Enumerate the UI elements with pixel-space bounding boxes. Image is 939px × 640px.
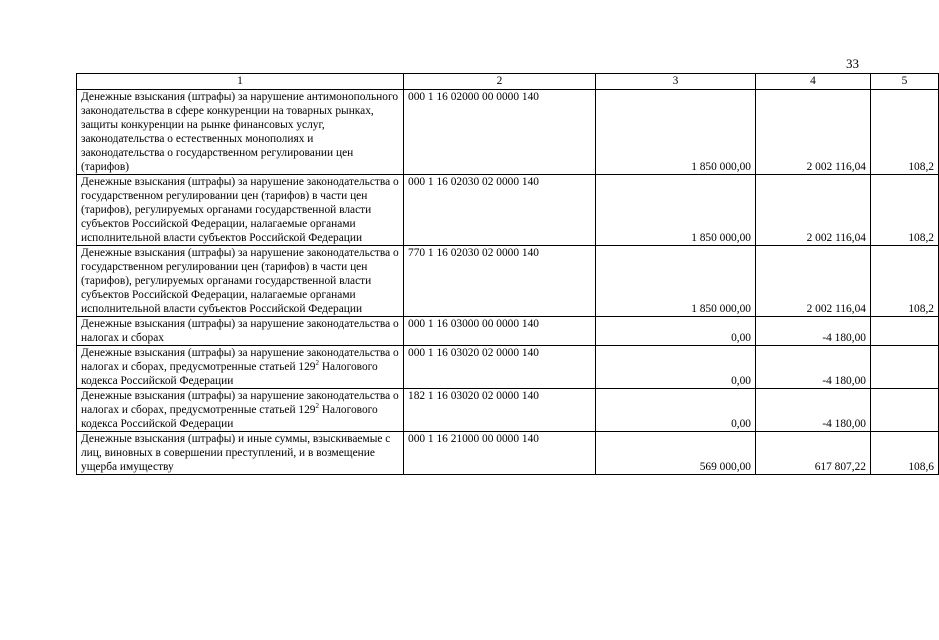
row-code: 000 1 16 03000 00 0000 140	[404, 317, 596, 346]
row-plan-value: 0,00	[596, 346, 756, 389]
table-row	[77, 246, 939, 317]
row-percent	[871, 389, 939, 432]
row-plan-value: 1 850 000,00	[596, 246, 756, 317]
row-actual-value: 2 002 116,04	[756, 90, 871, 175]
row-description: Денежные взыскания (штрафы) за нарушение законодательства о налогах и сборах	[77, 317, 404, 346]
row-description-text-end: Налогового кодекса Российской Федерации	[81, 361, 378, 387]
column-header: 4	[756, 74, 871, 90]
row-description-text: Денежные взыскания (штрафы) за нарушение законодательства о налогах и сборах, предусмотренные статьей 129	[81, 390, 399, 416]
page-number: 33	[846, 56, 859, 71]
article-superscript: 2	[315, 359, 319, 368]
column-header: 1	[77, 74, 404, 90]
row-percent: 108,2	[871, 175, 939, 246]
table-row	[77, 389, 939, 432]
column-header: 5	[871, 74, 939, 90]
row-percent: 108,2	[871, 246, 939, 317]
row-plan-value: 569 000,00	[596, 432, 756, 475]
row-code: 000 1 16 02030 02 0000 140	[404, 175, 596, 246]
row-plan-value: 1 850 000,00	[596, 175, 756, 246]
row-plan-value: 0,00	[596, 317, 756, 346]
article-superscript: 2	[315, 402, 319, 411]
table-row	[77, 346, 939, 389]
row-actual-value: -4 180,00	[756, 317, 871, 346]
row-percent: 108,6	[871, 432, 939, 475]
row-code: 000 1 16 02000 00 0000 140	[404, 90, 596, 175]
table-header-row	[77, 74, 939, 90]
row-description: Денежные взыскания (штрафы) за нарушение законодательства о государственном регулировании цен (тарифов) в части цен (тарифов), регулируемых органами государственной власти субъектов Российской Федерации, налагаемые органами исполнительной власти субъектов Российской Федерации	[77, 175, 404, 246]
row-description: Денежные взыскания (штрафы) и иные суммы, взыскиваемые с лиц, виновных в совершении преступлений, и в возмещение ущерба имуществу	[77, 432, 404, 475]
row-code: 770 1 16 02030 02 0000 140	[404, 246, 596, 317]
row-percent	[871, 346, 939, 389]
row-percent	[871, 317, 939, 346]
column-header: 3	[596, 74, 756, 90]
row-description-text-end: Налогового кодекса Российской Федерации	[81, 404, 378, 430]
row-description: Денежные взыскания (штрафы) за нарушение законодательства о государственном регулировании цен (тарифов) в части цен (тарифов), регулируемых органами государственной власти субъектов Российской Федерации, налагаемые органами исполнительной власти субъектов Российской Федерации	[77, 246, 404, 317]
row-description	[77, 346, 404, 389]
column-header: 2	[404, 74, 596, 90]
table-row	[77, 90, 939, 175]
row-percent: 108,2	[871, 90, 939, 175]
table-row	[77, 175, 939, 246]
table-row	[77, 432, 939, 475]
row-actual-value: 2 002 116,04	[756, 175, 871, 246]
row-description: Денежные взыскания (штрафы) за нарушение антимонопольного законодательства в сфере конкуренции на товарных рынках, защиты конкуренции на рынке финансовых услуг, законодательства о естественных монополиях и законодательства о государственном регулировании цен (тарифов)	[77, 90, 404, 175]
revenue-table	[76, 73, 939, 475]
table-row	[77, 317, 939, 346]
row-actual-value: -4 180,00	[756, 389, 871, 432]
row-description-text: Денежные взыскания (штрафы) за нарушение законодательства о налогах и сборах, предусмотренные статьей 129	[81, 347, 399, 373]
row-plan-value: 0,00	[596, 389, 756, 432]
row-actual-value: 617 807,22	[756, 432, 871, 475]
row-actual-value: -4 180,00	[756, 346, 871, 389]
row-code: 000 1 16 03020 02 0000 140	[404, 346, 596, 389]
row-actual-value: 2 002 116,04	[756, 246, 871, 317]
row-description	[77, 389, 404, 432]
row-plan-value: 1 850 000,00	[596, 90, 756, 175]
row-code: 000 1 16 21000 00 0000 140	[404, 432, 596, 475]
row-code: 182 1 16 03020 02 0000 140	[404, 389, 596, 432]
